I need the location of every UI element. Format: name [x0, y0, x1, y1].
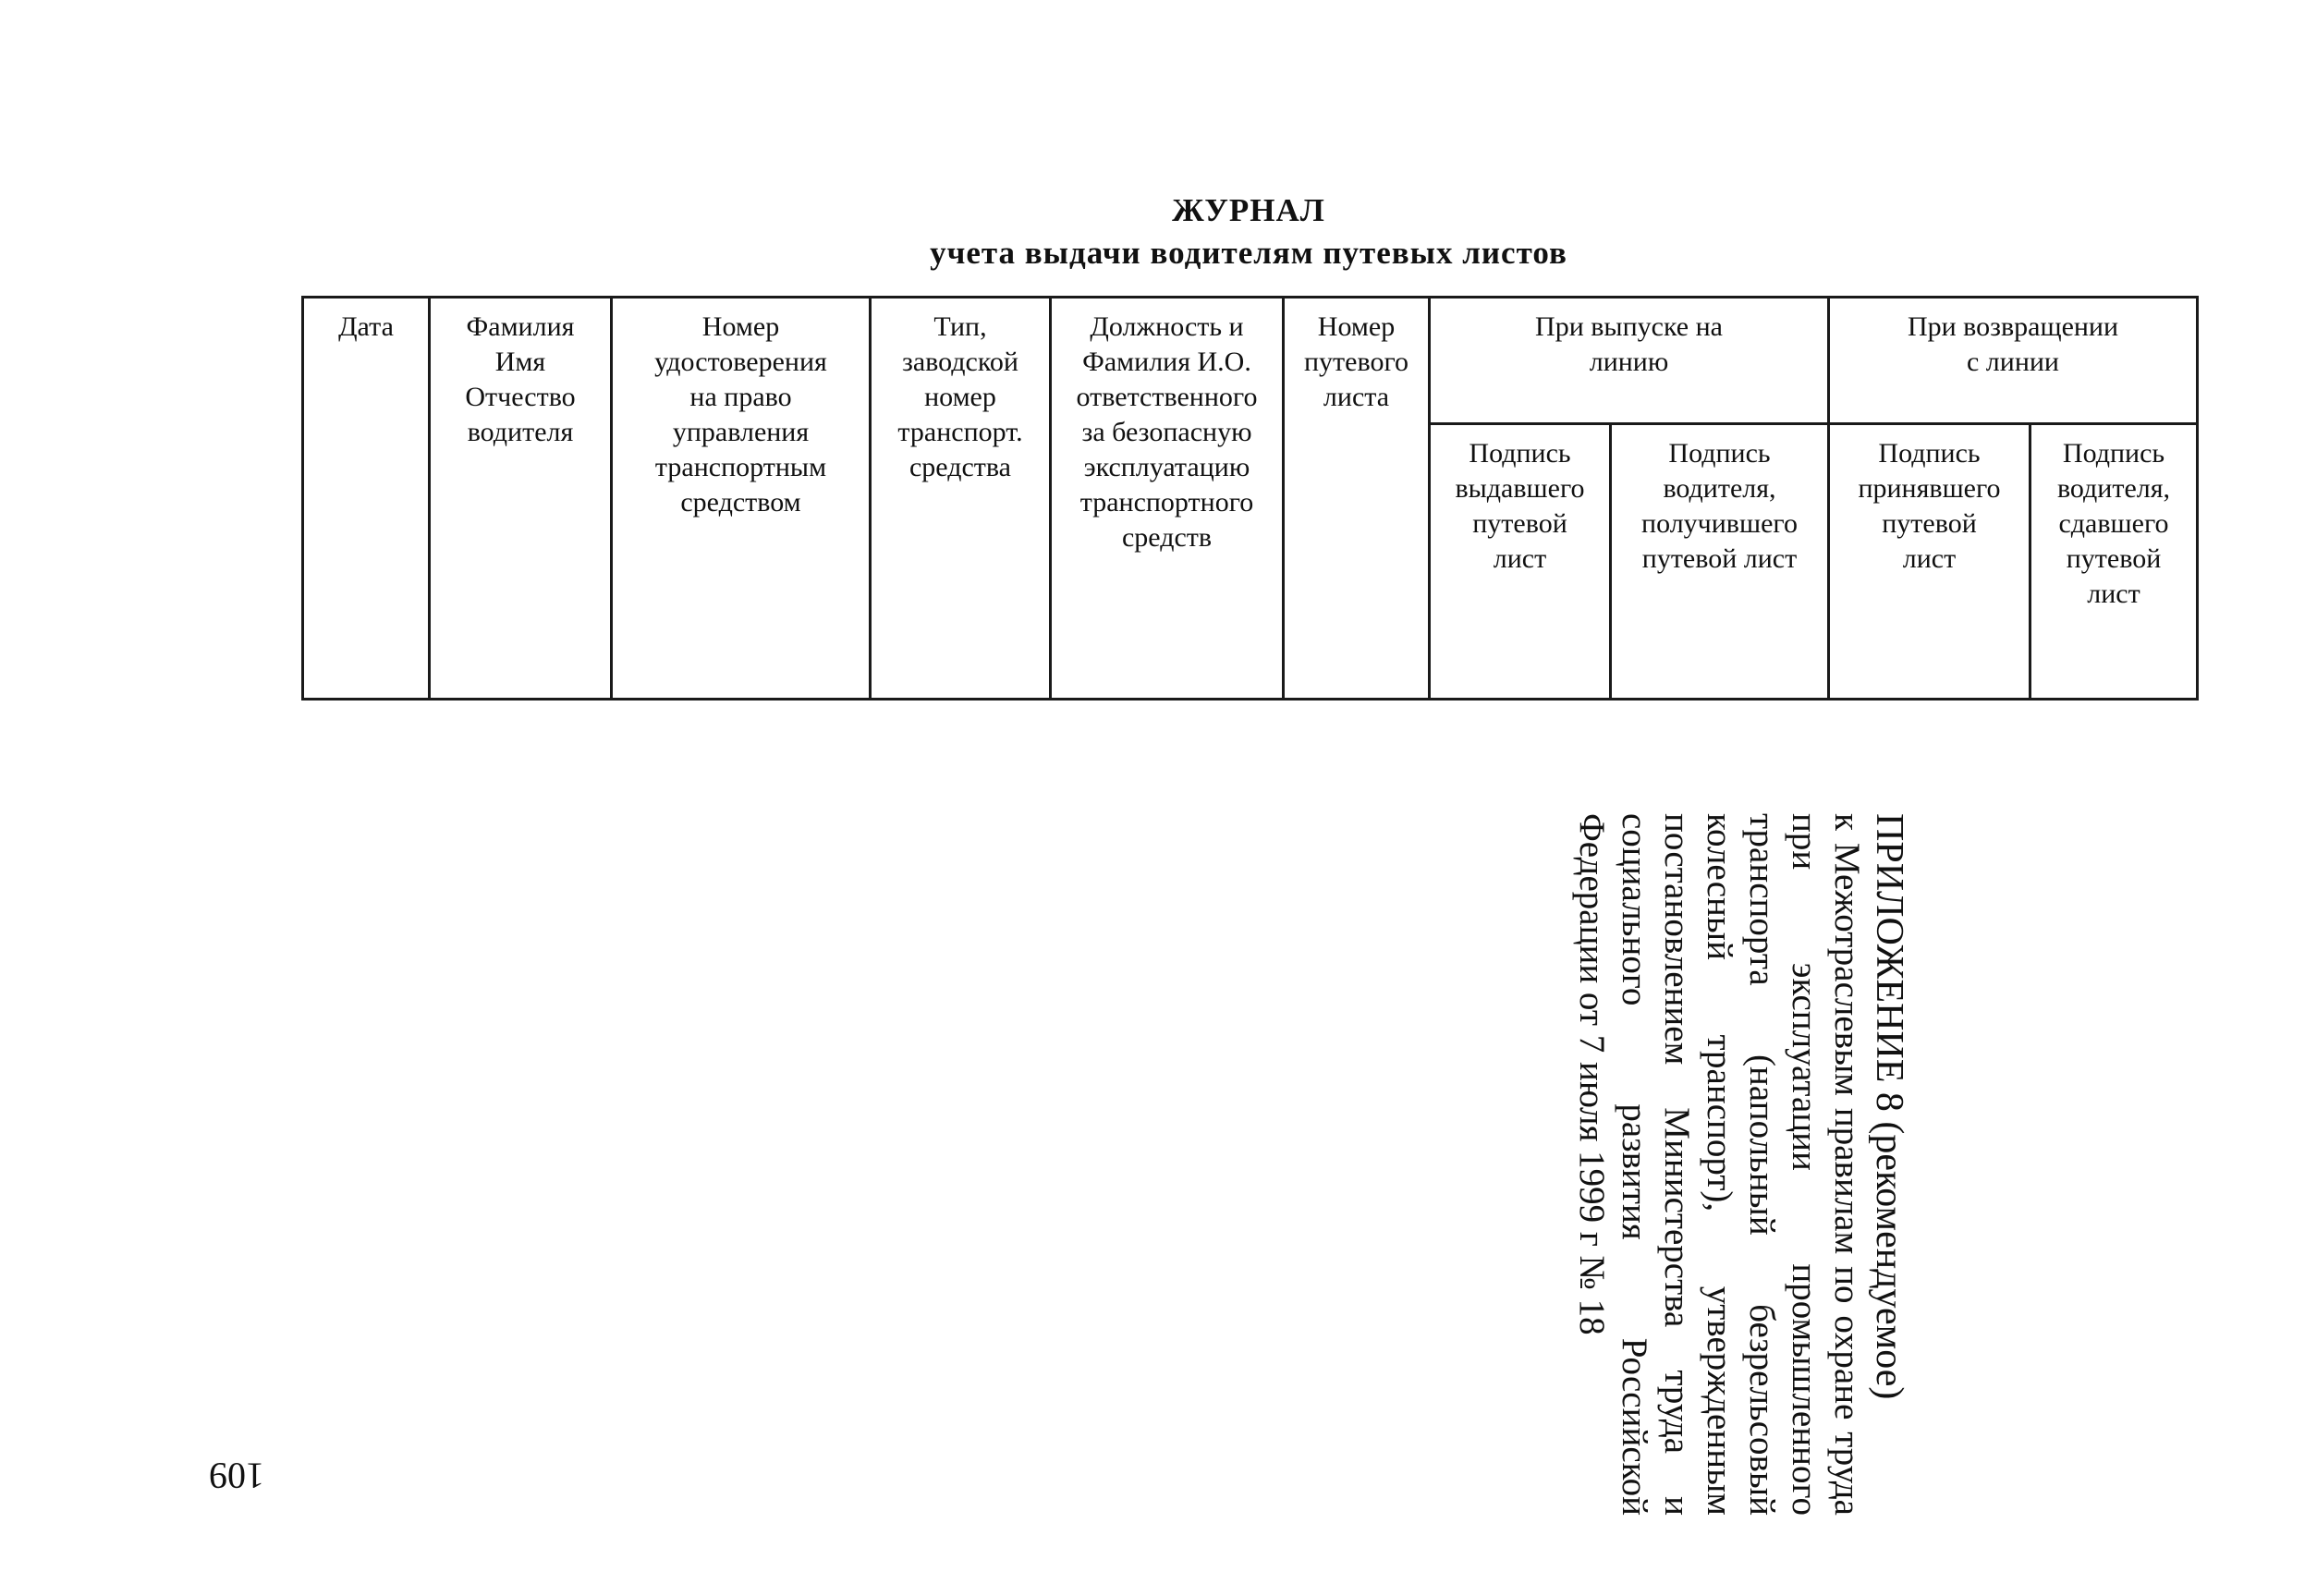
header-returning-driver-signature: Подпись водителя, сдавшего путевой лист: [2030, 424, 2198, 700]
header-license-number: Номер удостоверения на право управления транспортным средством: [612, 298, 871, 700]
appendix-heading: ПРИЛОЖЕНИЕ 8 (рекомендуемое): [1868, 813, 1910, 1400]
header-receiving-driver-signature: Подпись водителя, получившего путевой лист: [1611, 424, 1829, 700]
journal-table: [301, 296, 2199, 701]
appendix-body: к Межотраслевым правилам по охране труда при эксплуатации промышленного транспорта (напольный безрельсовый колесный транспорт), утвержденным постановлением Министерства труда и социального развития Российской Федерации от 7 июля 1999 г № 18: [1572, 813, 1867, 1516]
journal-title: ЖУРНАЛ: [1172, 192, 1325, 228]
header-row: [303, 298, 2198, 424]
header-acceptor-signature: Подпись принявшего путевой лист: [1829, 424, 2030, 700]
page-number: 109: [209, 1455, 264, 1497]
appendix-note: [1531, 813, 1910, 1516]
header-driver-name: Фамилия Имя Отчество водителя: [430, 298, 612, 700]
header-waybill-number: Номер путевого листа: [1284, 298, 1430, 700]
header-issuer-signature: Подпись выдавшего путевой лист: [1430, 424, 1611, 700]
journal-subtitle: учета выдачи водителям путевых листов: [930, 235, 1567, 271]
header-on-release: При выпуске на линию: [1430, 298, 1829, 424]
header-vehicle-type: Тип, заводской номер транспорт. средства: [871, 298, 1051, 700]
header-responsible-person: Должность и Фамилия И.О. ответственного за безопасную эксплуатацию транспортного средств: [1051, 298, 1284, 700]
header-date: Дата: [303, 298, 430, 700]
header-on-return: При возвращении с линии: [1829, 298, 2198, 424]
